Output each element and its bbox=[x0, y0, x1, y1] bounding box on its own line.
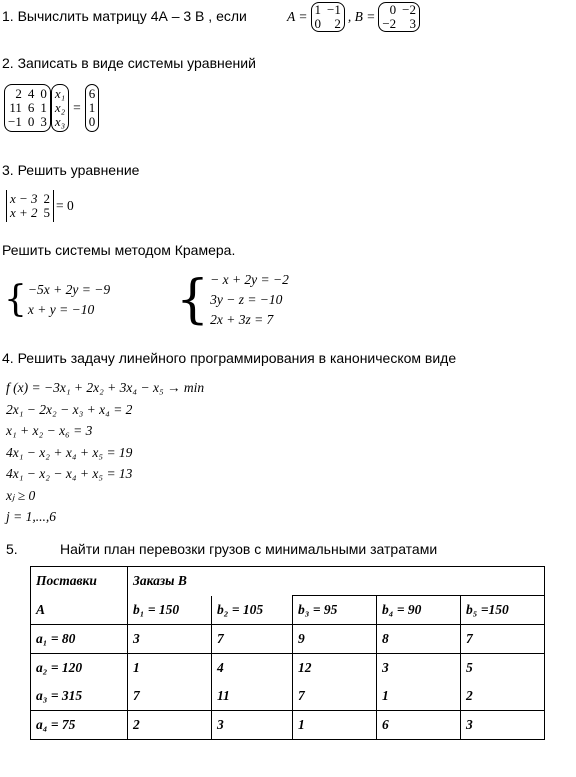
table-row bbox=[31, 567, 545, 596]
task3-title: 3. Решить уравнение bbox=[2, 162, 140, 178]
det-cell: 5 bbox=[43, 205, 51, 220]
matrix-a bbox=[311, 2, 345, 32]
matrix-a-cell: 1 bbox=[314, 2, 321, 17]
system-2-eq: − x + 2y = −2 bbox=[210, 272, 289, 287]
table-cell: 9 bbox=[293, 625, 377, 654]
table-cell: 6 bbox=[377, 711, 461, 740]
left-brace: { bbox=[4, 279, 27, 320]
table-cell: 7 bbox=[212, 625, 293, 654]
system-1 bbox=[4, 280, 110, 320]
task2-system bbox=[4, 84, 99, 132]
lp-problem bbox=[6, 377, 204, 528]
table-cell: 4 bbox=[212, 654, 293, 683]
coef-cell: 4 bbox=[27, 86, 35, 101]
vector-rhs bbox=[85, 84, 100, 132]
system-2-eq: 3y − z = −10 bbox=[210, 292, 283, 307]
det-cell: x + 2 bbox=[10, 205, 38, 220]
system-1-eq: −5x + 2y = −9 bbox=[27, 282, 111, 297]
constraint: 4x₁ − x₂ − x₄ + x₅ = 13 bbox=[6, 466, 133, 481]
matrix-b bbox=[378, 2, 420, 32]
cramer-title: Решить системы методом Крамера. bbox=[2, 242, 236, 258]
equals-sign: = bbox=[73, 100, 81, 115]
table-cell: b₁ = 150 bbox=[128, 596, 212, 625]
table-row bbox=[31, 682, 545, 711]
task5-title: Найти план перевозки грузов с минимальными затратами bbox=[60, 541, 438, 557]
rhs-cell: 6 bbox=[88, 86, 96, 101]
table-cell: 5 bbox=[461, 654, 545, 683]
task4-title: 4. Решить задачу линейного программирования в каноническом виде bbox=[2, 350, 457, 366]
table-cell: b₂ = 105 bbox=[212, 596, 293, 625]
table-cell: a₂ = 120 bbox=[31, 654, 128, 683]
coef-cell: 0 bbox=[40, 86, 47, 101]
table-cell: a₃ = 315 bbox=[31, 682, 128, 711]
table-cell: 1 bbox=[293, 711, 377, 740]
table-cell: 7 bbox=[461, 625, 545, 654]
table-cell: a₄ = 75 bbox=[31, 711, 128, 740]
system-2-eq: 2x + 3z = 7 bbox=[210, 312, 274, 327]
matrix-b-cell: 3 bbox=[409, 16, 417, 31]
matrix-a-cell: 0 bbox=[314, 16, 321, 31]
rhs-cell: 0 bbox=[88, 114, 96, 129]
table-cell: 7 bbox=[128, 682, 212, 711]
det-cell: x − 3 bbox=[10, 191, 38, 206]
constraint: 2x₁ − 2x₂ − x₃ + x₄ = 2 bbox=[6, 401, 133, 417]
task3-determinant bbox=[6, 190, 74, 222]
table-cell: 12 bbox=[293, 654, 377, 683]
left-brace: { bbox=[176, 270, 210, 330]
task1-text: 1. Вычислить матрицу 4А – 3 В , если bbox=[2, 8, 247, 24]
table-row bbox=[31, 596, 545, 625]
table-cell: 2 bbox=[128, 711, 212, 740]
matrix-b-cell: −2 bbox=[402, 2, 417, 17]
equals-zero: = 0 bbox=[56, 198, 74, 213]
coef-cell: 3 bbox=[40, 114, 47, 129]
table-row bbox=[31, 711, 545, 740]
task5-number: 5. bbox=[6, 541, 18, 557]
matrix-b-label: , B = bbox=[347, 9, 376, 24]
matrix-a-label: A = bbox=[287, 9, 308, 24]
table-cell: 3 bbox=[377, 654, 461, 683]
coef-cell: 0 bbox=[27, 114, 35, 129]
table-cell: Поставки bbox=[31, 567, 128, 596]
task1-matrices bbox=[287, 2, 420, 32]
matrix-b-cell: −2 bbox=[382, 16, 397, 31]
table-row bbox=[31, 654, 545, 683]
table-cell: 8 bbox=[377, 625, 461, 654]
matrix-a-cell: 2 bbox=[334, 16, 341, 31]
table-cell: 1 bbox=[377, 682, 461, 711]
table-cell: 11 bbox=[212, 682, 293, 711]
matrix-a-cell: −1 bbox=[327, 2, 341, 17]
table-cell: b₅ =150 bbox=[461, 596, 545, 625]
matrix-b-cell: 0 bbox=[389, 2, 397, 17]
table-cell: 3 bbox=[461, 711, 545, 740]
constraint: x₁ + x₂ − x₆ = 3 bbox=[6, 423, 93, 438]
coef-cell: 2 bbox=[15, 86, 22, 101]
table-cell: 3 bbox=[128, 625, 212, 654]
coef-cell: −1 bbox=[8, 114, 22, 129]
coef-cell: 6 bbox=[27, 100, 35, 115]
table-cell: 2 bbox=[461, 682, 545, 711]
transport-table bbox=[30, 566, 545, 740]
table-cell: 7 bbox=[293, 682, 377, 711]
system-1-eq: x + y = −10 bbox=[27, 302, 95, 317]
matrix-coefficients bbox=[4, 84, 51, 132]
table-cell: 1 bbox=[128, 654, 212, 683]
vector-x bbox=[51, 84, 69, 132]
det-cell: 2 bbox=[43, 191, 51, 206]
coef-cell: 11 bbox=[9, 100, 22, 115]
table-cell: b₃ = 95 bbox=[293, 596, 377, 625]
index-range: j = 1,...,6 bbox=[6, 509, 56, 524]
objective-function: f (x) = −3x₁ + 2x₂ + 3x₄ − x₅ → min bbox=[6, 380, 205, 395]
table-cell: b₄ = 90 bbox=[377, 596, 461, 625]
x-cell: x₃ bbox=[54, 114, 66, 129]
task2-title: 2. Записать в виде системы уравнений bbox=[2, 55, 256, 71]
nonnegativity: xⱼ ≥ 0 bbox=[6, 487, 36, 503]
coef-cell: 1 bbox=[40, 100, 47, 115]
constraint: 4x₁ − x₂ + x₄ + x₅ = 19 bbox=[6, 444, 133, 460]
table-row bbox=[31, 625, 545, 654]
table-cell: a₁ = 80 bbox=[31, 625, 128, 654]
x-cell: x₂ bbox=[54, 100, 66, 115]
rhs-cell: 1 bbox=[88, 100, 96, 115]
table-cell: 3 bbox=[212, 711, 293, 740]
determinant bbox=[6, 190, 54, 222]
system-2 bbox=[176, 270, 289, 330]
x-cell: x₁ bbox=[54, 86, 66, 101]
table-cell: Заказы B bbox=[128, 567, 545, 596]
table-cell: A bbox=[31, 596, 128, 625]
